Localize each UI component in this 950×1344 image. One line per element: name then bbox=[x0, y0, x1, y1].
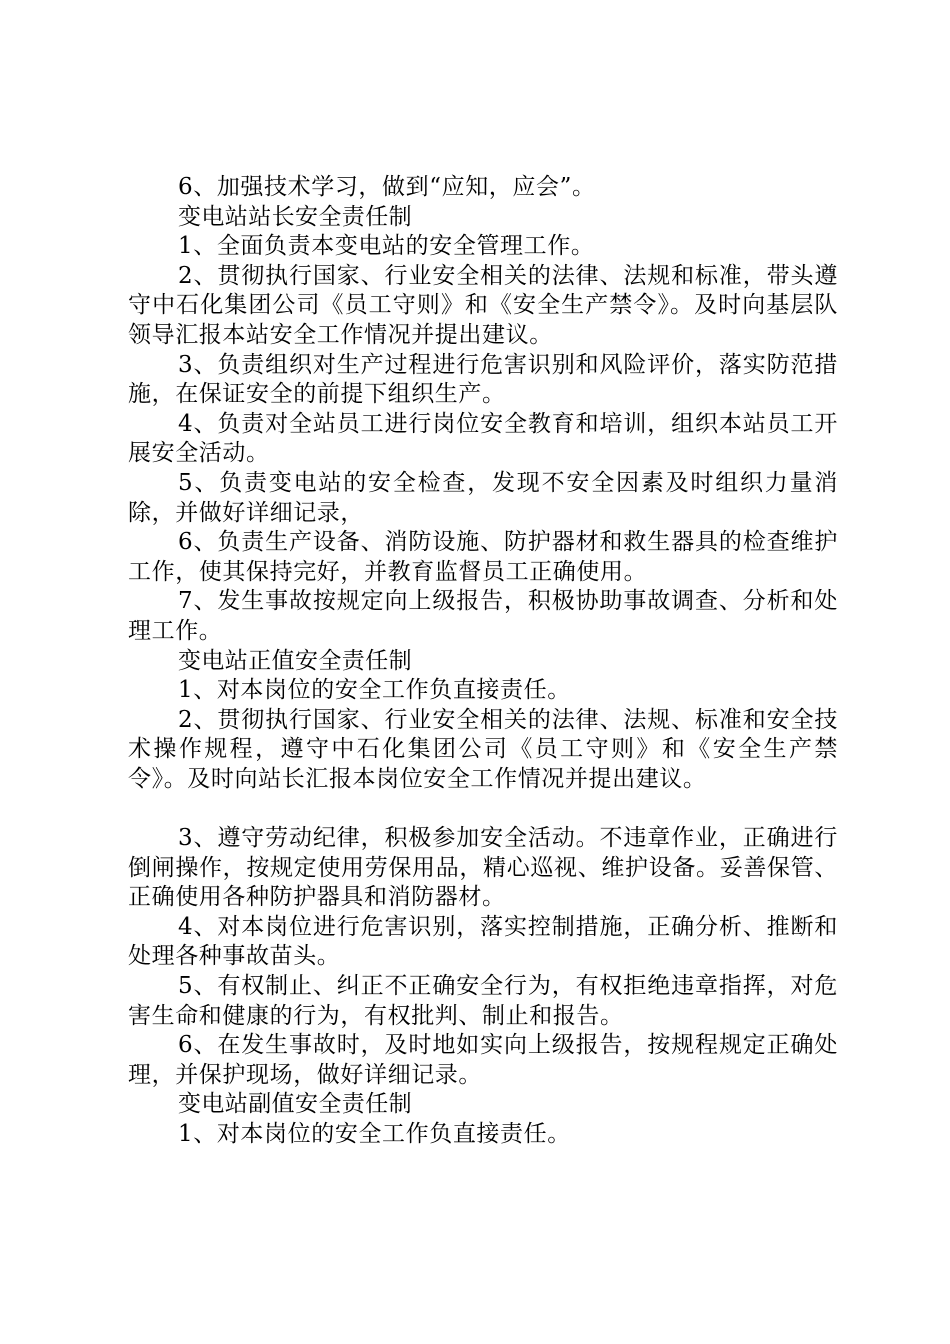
paragraph: 1、对本岗位的安全工作负直接责任。 bbox=[178, 1121, 571, 1147]
paragraph: 5、负责变电站的安全检查，发现不安全因素及时组织力量消除，并做好详细记录， bbox=[128, 469, 838, 526]
paragraph: 6、在发生事故时，及时地如实向上级报告，按规程规定正确处理，并保护现场，做好详细记录。 bbox=[128, 1032, 838, 1088]
paragraph: 1、全面负责本变电站的安全管理工作。 bbox=[178, 233, 595, 260]
section-heading: 变电站正值安全责任制 bbox=[178, 647, 412, 674]
paragraph: 4、负责对全站员工进行岗位安全教育和培训，组织本站员工开展安全活动。 bbox=[128, 410, 838, 467]
blank-line bbox=[128, 794, 838, 824]
document-body bbox=[128, 173, 838, 1150]
paragraph: 1、对本岗位的安全工作负直接责任。 bbox=[178, 677, 571, 704]
section-heading: 变电站副值安全责任制 bbox=[178, 1091, 412, 1118]
section-heading: 变电站站长安全责任制 bbox=[178, 203, 412, 230]
paragraph: 2、贯彻执行国家、行业安全相关的法律、法规和标准，带头遵守中石化集团公司《员工守则》和《安全生产禁令》。及时向基层队领导汇报本站安全工作情况并提出建议。 bbox=[128, 262, 838, 348]
paragraph: 2、贯彻执行国家、行业安全相关的法律、法规、标准和安全技术操作规程，遵守中石化集团公司《员工守则》和《安全生产禁令》。及时向站长汇报本岗位安全工作情况并提出建议。 bbox=[128, 706, 838, 792]
paragraph: 6、负责生产设备、消防设施、防护器材和救生器具的检查维护工作，使其保持完好，并教育监督员工正确使用。 bbox=[128, 529, 838, 585]
paragraph: 3、遵守劳动纪律，积极参加安全活动。不违章作业，正确进行倒闸操作，按规定使用劳保用品，精心巡视、维护设备。妥善保管、正确使用各种防护器具和消防器材。 bbox=[128, 825, 838, 911]
paragraph: 6、加强技术学习，做到“应知，应会”。 bbox=[178, 174, 596, 200]
paragraph: 5、有权制止、纠正不正确安全行为，有权拒绝违章指挥，对危害生命和健康的行为，有权批判、制止和报告。 bbox=[128, 973, 838, 1029]
paragraph: 4、对本岗位进行危害识别，落实控制措施，正确分析、推断和处理各种事故苗头。 bbox=[128, 913, 838, 970]
paragraph: 7、发生事故按规定向上级报告，积极协助事故调查、分析和处理工作。 bbox=[128, 588, 838, 644]
paragraph: 3、负责组织对生产过程进行危害识别和风险评价，落实防范措施，在保证安全的前提下组织生产。 bbox=[128, 351, 838, 408]
